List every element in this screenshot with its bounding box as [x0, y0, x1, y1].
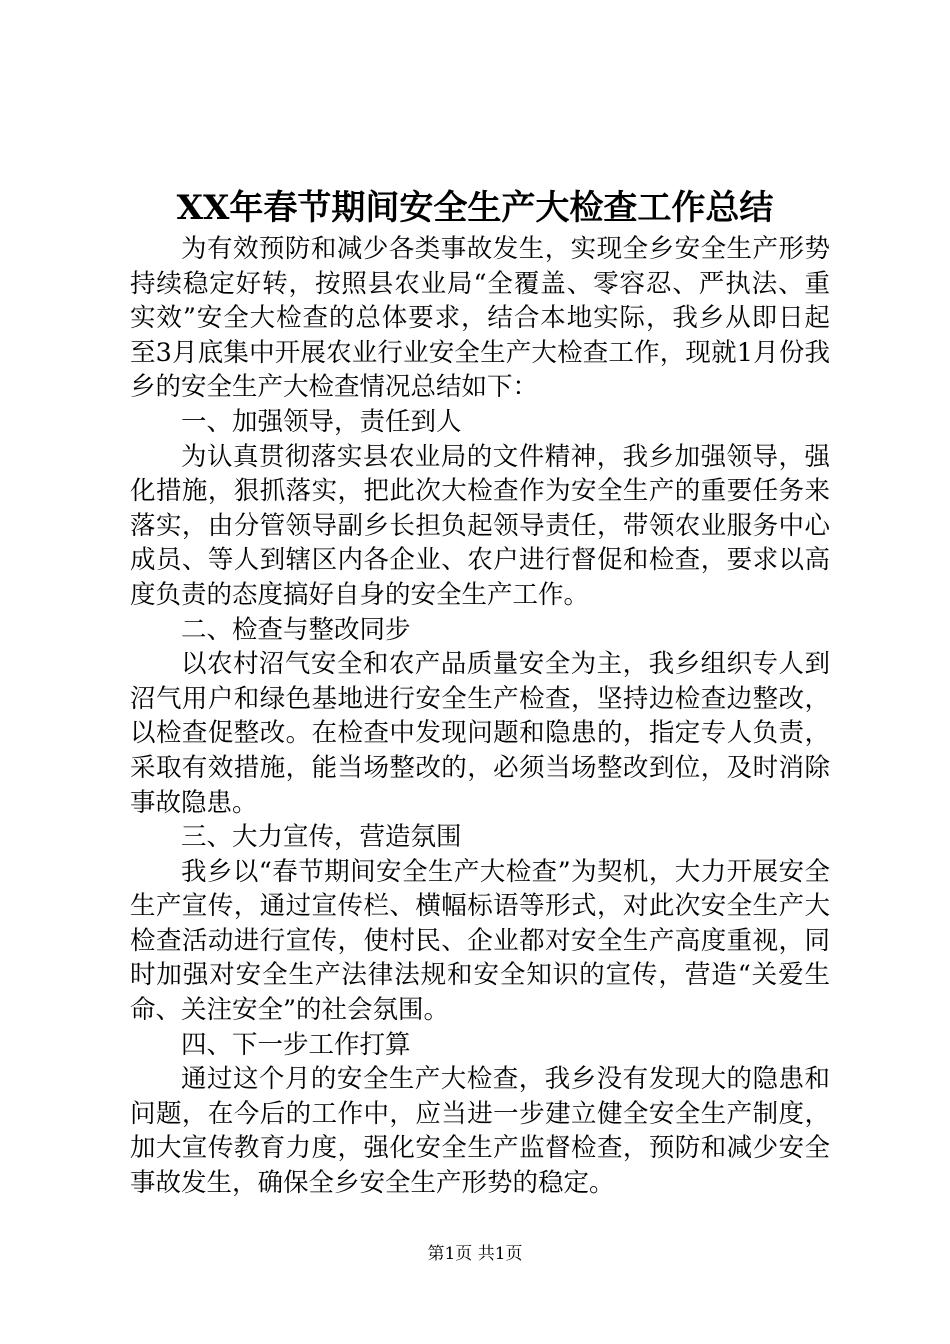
section-paragraph-1: 为认真贯彻落实县农业局的文件精神，我乡加强领导，强化措施，狠抓落实，把此次大检查作为安全生产的重要任务来落实，由分管领导副乡长担负起领导责任，带领农业服务中心成员、等人到辖区内各企业、农户进行督促和检查，要求以高度负责的态度搞好自身的安全生产工作。	[130, 441, 830, 610]
section-heading-4: 四、下一步工作打算	[181, 1029, 411, 1060]
document-title: XX年春节期间安全生产大检查工作总结	[176, 188, 774, 228]
section-heading-2: 二、检查与整改同步	[181, 614, 411, 645]
section-paragraph-3: 我乡以“春节期间安全生产大检查”为契机，大力开展安全生产宣传，通过宣传栏、横幅标语等形式，对此次安全生产大检查活动进行宣传，使村民、企业都对安全生产高度重视，同时加强对安全生产法律法规和安全知识的宣传，营造“关爱生命、关注安全”的社会氛围。	[130, 856, 830, 1026]
section-paragraph-4: 通过这个月的安全生产大检查，我乡没有发现大的隐患和问题，在今后的工作中，应当进一步建立健全安全生产制度，加大宣传教育力度，强化安全生产监督检查，预防和减少安全事故发生，确保全乡安全生产形势的稳定。	[130, 1064, 830, 1199]
intro-paragraph: 为有效预防和减少各类事故发生，实现全乡安全生产形势持续稳定好转，按照县农业局“全覆盖、零容忍、严执法、重实效”安全大检查的总体要求，结合本地实际，我乡从即日起至3月底集中开展农业行业安全生产大检查工作，现就1月份我乡的安全生产大检查情况总结如下：	[130, 234, 830, 403]
section-paragraph-2: 以农村沼气安全和农产品质量安全为主，我乡组织专人到沼气用户和绿色基地进行安全生产检查，坚持边检查边整改，以检查促整改。在检查中发现问题和隐患的，指定专人负责，采取有效措施，能当场整改的，必须当场整改到位，及时消除事故隐患。	[130, 649, 830, 818]
page-footer: 第1页 共1页	[427, 1244, 523, 1264]
document-body	[130, 232, 830, 1201]
section-heading-1: 一、加强领导，责任到人	[181, 406, 462, 437]
section-heading-3: 三、大力宣传，营造氛围	[181, 822, 462, 853]
